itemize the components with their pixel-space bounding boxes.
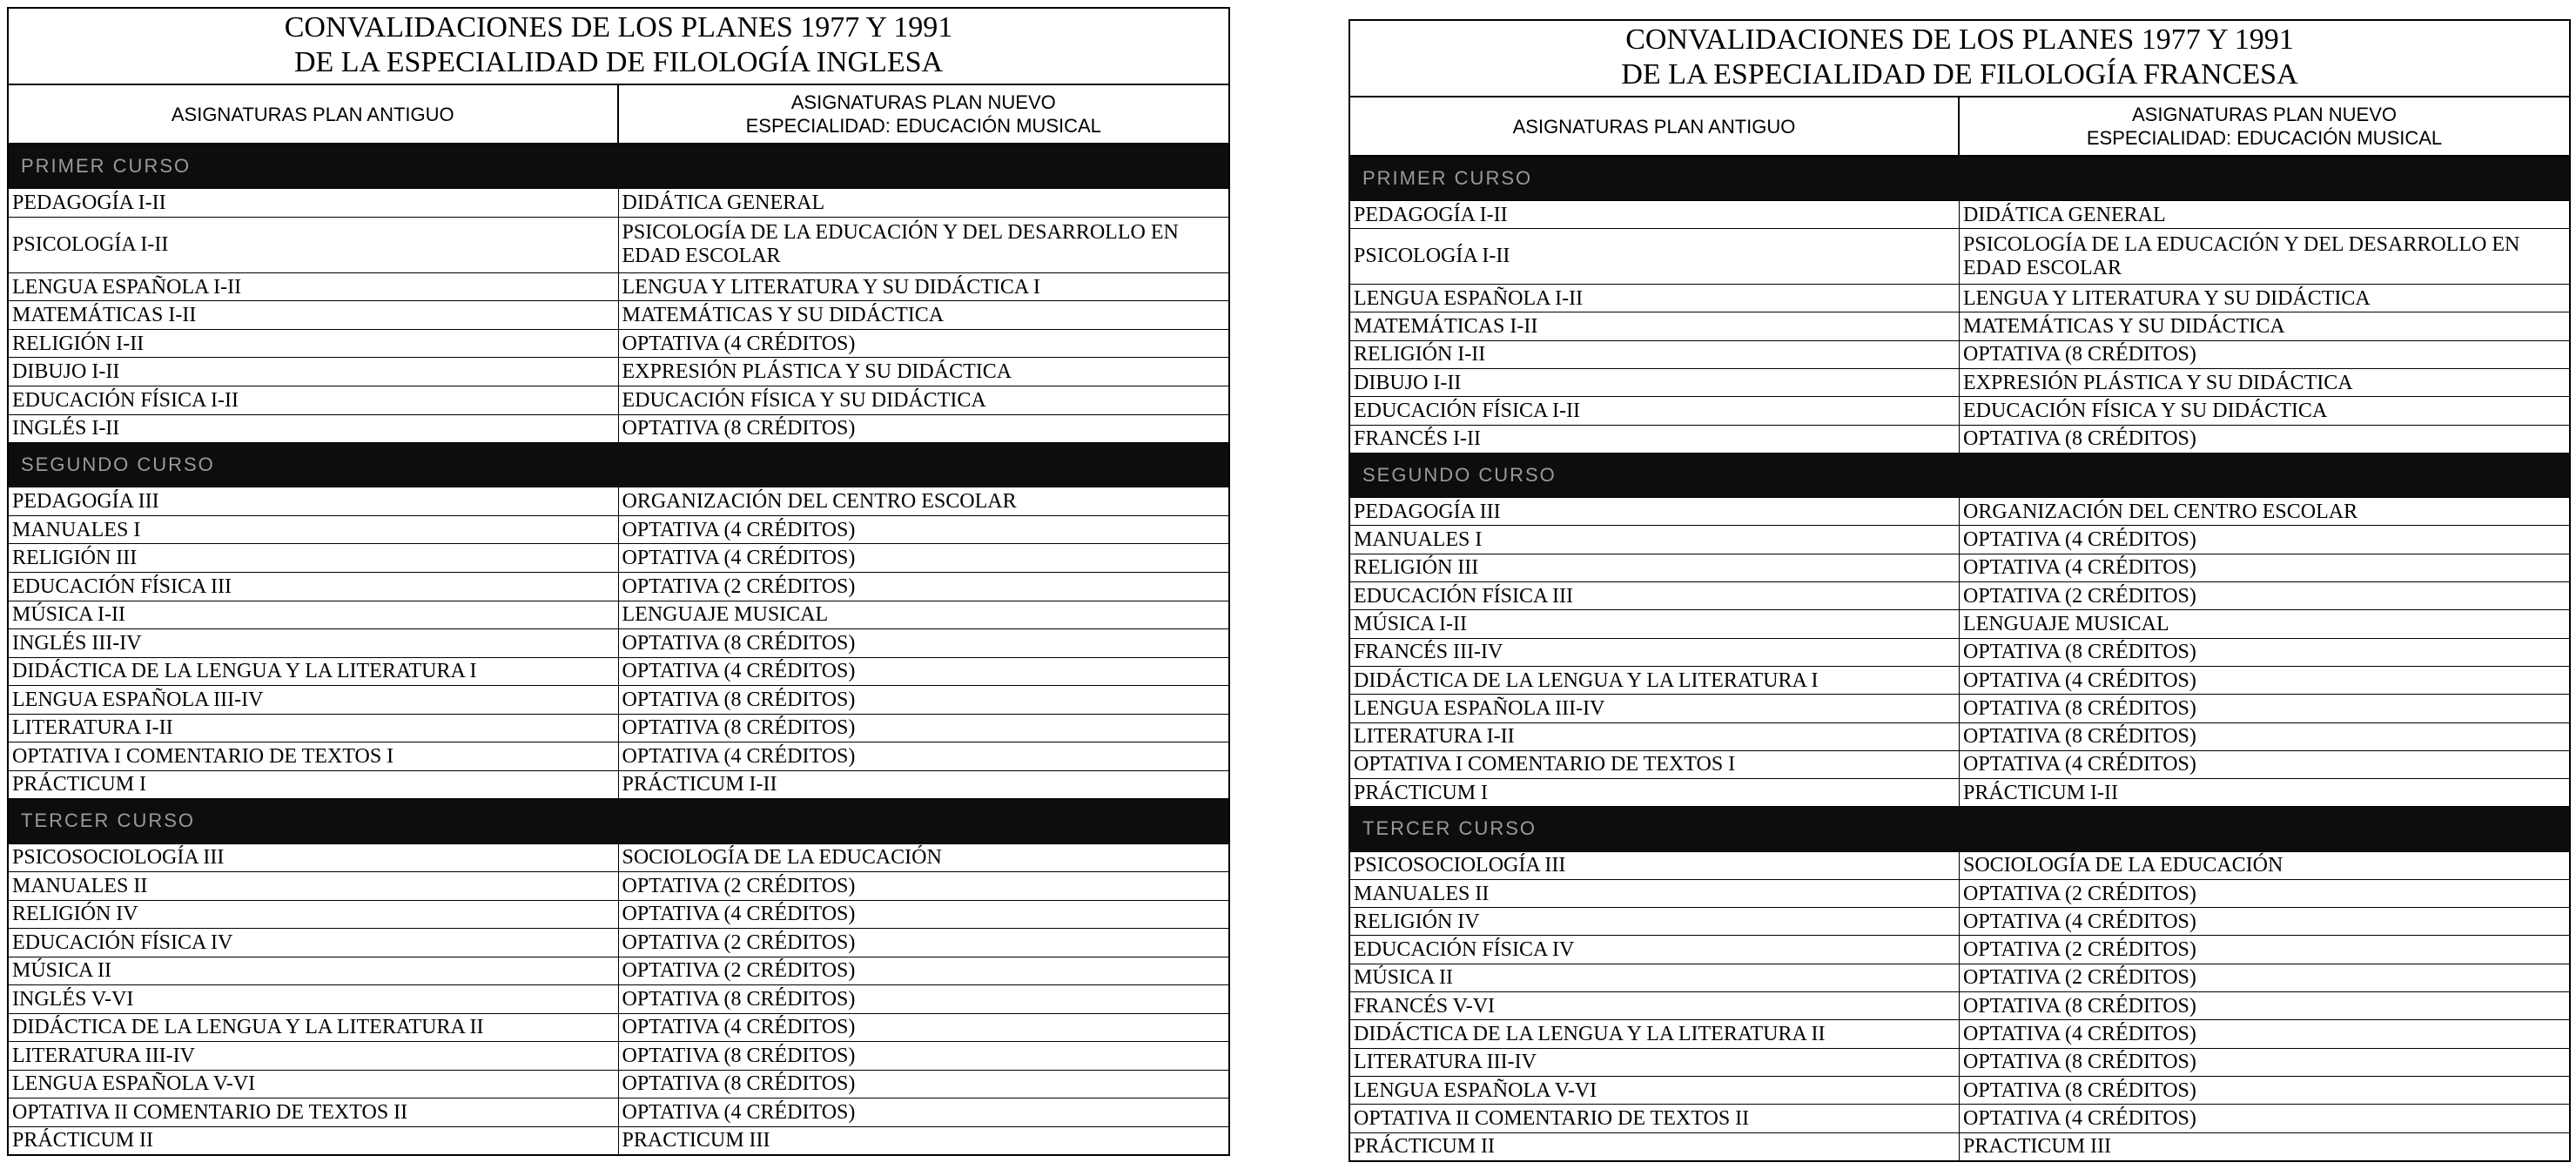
table-row xyxy=(1350,667,2569,695)
table-row xyxy=(9,1098,1228,1127)
table-body xyxy=(1350,157,2569,1160)
cell-new-subject: OPTATIVA (4 CRÉDITOS) xyxy=(1963,753,2196,776)
cell-new-subject: OPTATIVA (4 CRÉDITOS) xyxy=(622,547,856,570)
cell-new-subject: ORGANIZACIÓN DEL CENTRO ESCOLAR xyxy=(622,490,1017,514)
cell-old-subject: DIDÁCTICA DE LA LENGUA Y LA LITERATURA II xyxy=(1350,1020,1960,1047)
cell-new-subject: OPTATIVA (4 CRÉDITOS) xyxy=(1963,1023,2196,1046)
table-row xyxy=(9,872,1228,901)
cell-old-subject: PRÁCTICUM I xyxy=(1350,779,1960,806)
cell-new-subject: OPTATIVA (4 CRÉDITOS) xyxy=(1963,668,2196,692)
table-row xyxy=(1350,639,2569,667)
cell-new-subject: OPTATIVA (2 CRÉDITOS) xyxy=(622,959,856,983)
cell-new-subject: PRACTICUM III xyxy=(1963,1135,2112,1159)
cell-new-subject: OPTATIVA (8 CRÉDITOS) xyxy=(1963,696,2196,720)
header-new-plan-line-2: ESPECIALIDAD: EDUCACIÓN MUSICAL xyxy=(745,115,1101,137)
section-band: PRIMER CURSO xyxy=(1350,157,2569,201)
title-line-2: DE LA ESPECIALIDAD DE FILOLOGÍA INGLESA xyxy=(293,46,944,78)
table-filologia-francesa xyxy=(1349,19,2571,1162)
cell-new-subject: OPTATIVA (8 CRÉDITOS) xyxy=(1963,1051,2196,1074)
cell-old-subject: OPTATIVA I COMENTARIO DE TEXTOS I xyxy=(9,742,619,770)
table-row xyxy=(1350,723,2569,751)
cell-new-subject: OPTATIVA (8 CRÉDITOS) xyxy=(622,417,856,440)
cell-new-subject: OPTATIVA (8 CRÉDITOS) xyxy=(622,1072,856,1096)
table-title xyxy=(9,9,1228,85)
table-body xyxy=(9,144,1228,1154)
cell-old-subject: DIBUJO I-II xyxy=(1350,369,1960,396)
cell-new-subject: OPTATIVA (8 CRÉDITOS) xyxy=(1963,641,2196,664)
cell-old-subject: PSICOLOGÍA I-II xyxy=(1350,229,1960,284)
cell-old-subject: RELIGIÓN I-II xyxy=(1350,341,1960,368)
cell-old-subject: MANUALES II xyxy=(1350,880,1960,907)
table-row xyxy=(1350,936,2569,964)
table-row xyxy=(9,658,1228,687)
table-row xyxy=(1350,695,2569,722)
table-filologia-inglesa xyxy=(7,7,1230,1156)
header-old-plan: ASIGNATURAS PLAN ANTIGUO xyxy=(9,85,619,143)
cell-new-subject: OPTATIVA (4 CRÉDITOS) xyxy=(622,660,856,683)
cell-new-subject: OPTATIVA (4 CRÉDITOS) xyxy=(622,903,856,926)
cell-old-subject: OPTATIVA I COMENTARIO DE TEXTOS I xyxy=(1350,751,1960,778)
header-new-plan-line-2: ESPECIALIDAD: EDUCACIÓN MUSICAL xyxy=(2086,127,2443,149)
cell-old-subject: OPTATIVA II COMENTARIO DE TEXTOS II xyxy=(9,1098,619,1126)
table-row xyxy=(1350,880,2569,908)
table-row xyxy=(9,686,1228,715)
cell-new-subject: LENGUAJE MUSICAL xyxy=(622,603,829,627)
cell-old-subject: LENGUA ESPAÑOLA III-IV xyxy=(1350,695,1960,722)
cell-new-subject: PRÁCTICUM I-II xyxy=(622,773,777,796)
cell-old-subject: MANUALES I xyxy=(1350,526,1960,553)
cell-new-subject: OPTATIVA (8 CRÉDITOS) xyxy=(1963,427,2196,451)
table-row xyxy=(9,273,1228,302)
cell-new-subject: MATEMÁTICAS Y SU DIDÁCTICA xyxy=(1963,315,2285,338)
cell-new-subject: EDUCACIÓN FÍSICA Y SU DIDÁCTICA xyxy=(1963,399,2328,422)
cell-new-subject: OPTATIVA (8 CRÉDITOS) xyxy=(1963,725,2196,749)
cell-new-subject: OPTATIVA (2 CRÉDITOS) xyxy=(622,874,856,897)
cell-old-subject: MANUALES II xyxy=(9,872,619,900)
table-row xyxy=(1350,312,2569,340)
table-row xyxy=(1350,582,2569,610)
cell-old-subject: RELIGIÓN IV xyxy=(1350,908,1960,935)
table-row xyxy=(9,742,1228,771)
table-row xyxy=(9,358,1228,386)
cell-new-subject: OPTATIVA (2 CRÉDITOS) xyxy=(1963,938,2196,962)
cell-new-subject: PRÁCTICUM I-II xyxy=(1963,781,2118,804)
table-row xyxy=(9,189,1228,218)
table-row xyxy=(1350,341,2569,369)
header-new-plan-line-1: ASIGNATURAS PLAN NUEVO xyxy=(2132,104,2397,125)
cell-new-subject: SOCIOLOGÍA DE LA EDUCACIÓN xyxy=(622,846,942,870)
cell-new-subject: PSICOLOGÍA DE LA EDUCACIÓN Y DEL DESARROLLO EN EDAD ESCOLAR xyxy=(1963,232,2520,279)
cell-new-subject: SOCIOLOGÍA DE LA EDUCACIÓN xyxy=(1963,854,2283,877)
cell-old-subject: PEDAGOGÍA I-II xyxy=(9,189,619,217)
header-old-plan: ASIGNATURAS PLAN ANTIGUO xyxy=(1350,97,1960,155)
cell-new-subject: OPTATIVA (4 CRÉDITOS) xyxy=(622,518,856,541)
cell-new-subject: OPTATIVA (2 CRÉDITOS) xyxy=(622,574,856,598)
table-row xyxy=(9,218,1228,273)
cell-old-subject: EDUCACIÓN FÍSICA III xyxy=(1350,582,1960,609)
table-row xyxy=(9,301,1228,330)
cell-old-subject: DIDÁCTICA DE LA LENGUA Y LA LITERATURA II xyxy=(9,1014,619,1042)
cell-new-subject: PRACTICUM III xyxy=(622,1129,770,1152)
cell-new-subject: EXPRESIÓN PLÁSTICA Y SU DIDÁCTICA xyxy=(1963,371,2353,394)
cell-old-subject: PSICOSOCIOLOGÍA III xyxy=(1350,852,1960,879)
table-row xyxy=(1350,285,2569,312)
table-row xyxy=(9,386,1228,415)
column-headers xyxy=(9,85,1228,144)
cell-old-subject: LENGUA ESPAÑOLA V-VI xyxy=(1350,1077,1960,1104)
cell-old-subject: LENGUA ESPAÑOLA III-IV xyxy=(9,686,619,714)
cell-old-subject: EDUCACIÓN FÍSICA III xyxy=(9,573,619,601)
table-row xyxy=(1350,1020,2569,1048)
cell-old-subject: DIDÁCTICA DE LA LENGUA Y LA LITERATURA I xyxy=(1350,667,1960,694)
table-row xyxy=(1350,369,2569,397)
table-row xyxy=(9,573,1228,601)
table-row xyxy=(9,601,1228,630)
cell-old-subject: PSICOSOCIOLOGÍA III xyxy=(9,844,619,872)
cell-old-subject: MÚSICA I-II xyxy=(1350,610,1960,637)
cell-old-subject: LENGUA ESPAÑOLA V-VI xyxy=(9,1071,619,1098)
table-row xyxy=(9,844,1228,873)
table-row xyxy=(9,957,1228,986)
cell-old-subject: MANUALES I xyxy=(9,516,619,544)
cell-old-subject: MATEMÁTICAS I-II xyxy=(1350,312,1960,339)
table-row xyxy=(1350,964,2569,992)
section-band: SEGUNDO CURSO xyxy=(9,443,1228,487)
table-row xyxy=(1350,1105,2569,1132)
table-row xyxy=(1350,779,2569,807)
cell-old-subject: OPTATIVA II COMENTARIO DE TEXTOS II xyxy=(1350,1105,1960,1132)
cell-new-subject: OPTATIVA (2 CRÉDITOS) xyxy=(1963,966,2196,990)
section-band: TERCER CURSO xyxy=(1350,807,2569,851)
table-row xyxy=(9,415,1228,444)
table-row xyxy=(9,516,1228,545)
cell-new-subject: EXPRESIÓN PLÁSTICA Y SU DIDÁCTICA xyxy=(622,360,1012,384)
cell-old-subject: EDUCACIÓN FÍSICA I-II xyxy=(9,386,619,414)
table-row xyxy=(9,929,1228,957)
cell-new-subject: OPTATIVA (4 CRÉDITOS) xyxy=(622,744,856,768)
table-row xyxy=(9,629,1228,658)
cell-old-subject: INGLÉS III-IV xyxy=(9,629,619,657)
cell-old-subject: INGLÉS V-VI xyxy=(9,985,619,1013)
cell-new-subject: OPTATIVA (4 CRÉDITOS) xyxy=(1963,527,2196,551)
table-row xyxy=(1350,229,2569,285)
cell-old-subject: MATEMÁTICAS I-II xyxy=(9,301,619,329)
cell-new-subject: OPTATIVA (4 CRÉDITOS) xyxy=(622,1016,856,1039)
cell-new-subject: OPTATIVA (2 CRÉDITOS) xyxy=(1963,882,2196,905)
table-row xyxy=(1350,1049,2569,1077)
cell-old-subject: INGLÉS I-II xyxy=(9,415,619,443)
table-row xyxy=(9,330,1228,359)
cell-new-subject: LENGUA Y LITERATURA Y SU DIDÁCTICA I xyxy=(622,275,1040,299)
column-headers xyxy=(1350,97,2569,157)
table-row xyxy=(9,1014,1228,1043)
cell-old-subject: FRANCÉS III-IV xyxy=(1350,639,1960,666)
table-row xyxy=(9,544,1228,573)
cell-old-subject: LITERATURA III-IV xyxy=(1350,1049,1960,1076)
title-line-1: CONVALIDACIONES DE LOS PLANES 1977 Y 1991 xyxy=(1625,24,2294,56)
cell-new-subject: ORGANIZACIÓN DEL CENTRO ESCOLAR xyxy=(1963,500,2358,523)
cell-old-subject: LENGUA ESPAÑOLA I-II xyxy=(9,273,619,301)
cell-new-subject: OPTATIVA (8 CRÉDITOS) xyxy=(1963,1078,2196,1102)
table-row xyxy=(1350,908,2569,936)
cell-old-subject: MÚSICA II xyxy=(9,957,619,985)
section-band: TERCER CURSO xyxy=(9,799,1228,843)
table-row xyxy=(1350,397,2569,425)
table-row xyxy=(9,1071,1228,1099)
table-row xyxy=(9,1127,1228,1155)
table-row xyxy=(1350,852,2569,880)
cell-new-subject: DIDÁTICA GENERAL xyxy=(622,191,825,215)
cell-old-subject: LITERATURA I-II xyxy=(1350,723,1960,750)
cell-new-subject: LENGUAJE MUSICAL xyxy=(1963,612,2169,635)
cell-old-subject: PEDAGOGÍA III xyxy=(9,487,619,515)
table-row xyxy=(1350,992,2569,1020)
cell-new-subject: OPTATIVA (4 CRÉDITOS) xyxy=(622,1100,856,1124)
cell-old-subject: EDUCACIÓN FÍSICA IV xyxy=(1350,936,1960,963)
cell-old-subject: RELIGIÓN III xyxy=(1350,554,1960,581)
cell-old-subject: PSICOLOGÍA I-II xyxy=(9,218,619,272)
cell-new-subject: OPTATIVA (8 CRÉDITOS) xyxy=(622,1044,856,1067)
title-line-1: CONVALIDACIONES DE LOS PLANES 1977 Y 1991 xyxy=(284,11,953,44)
table-row xyxy=(1350,498,2569,526)
table-title xyxy=(1350,21,2569,97)
table-row xyxy=(1350,426,2569,453)
cell-new-subject: PSICOLOGÍA DE LA EDUCACIÓN Y DEL DESARROLLO EN EDAD ESCOLAR xyxy=(622,221,1179,268)
cell-new-subject: OPTATIVA (4 CRÉDITOS) xyxy=(1963,1107,2196,1130)
table-row xyxy=(9,985,1228,1014)
cell-old-subject: PRÁCTICUM I xyxy=(9,771,619,799)
table-row xyxy=(9,901,1228,930)
table-row xyxy=(9,771,1228,800)
cell-old-subject: DIBUJO I-II xyxy=(9,358,619,386)
cell-new-subject: OPTATIVA (2 CRÉDITOS) xyxy=(622,930,856,954)
table-row xyxy=(1350,751,2569,779)
header-new-plan xyxy=(1960,97,2569,155)
table-row xyxy=(1350,1133,2569,1160)
cell-old-subject: LITERATURA I-II xyxy=(9,715,619,742)
cell-old-subject: FRANCÉS V-VI xyxy=(1350,992,1960,1019)
cell-new-subject: EDUCACIÓN FÍSICA Y SU DIDÁCTICA xyxy=(622,388,986,412)
cell-new-subject: OPTATIVA (8 CRÉDITOS) xyxy=(622,631,856,655)
cell-new-subject: OPTATIVA (8 CRÉDITOS) xyxy=(622,716,856,740)
cell-old-subject: EDUCACIÓN FÍSICA IV xyxy=(9,929,619,957)
cell-old-subject: PRÁCTICUM II xyxy=(1350,1133,1960,1160)
section-band: PRIMER CURSO xyxy=(9,144,1228,189)
cell-old-subject: PEDAGOGÍA I-II xyxy=(1350,201,1960,228)
cell-old-subject: PRÁCTICUM II xyxy=(9,1127,619,1155)
section-band: SEGUNDO CURSO xyxy=(1350,453,2569,498)
cell-old-subject: EDUCACIÓN FÍSICA I-II xyxy=(1350,397,1960,424)
cell-new-subject: DIDÁTICA GENERAL xyxy=(1963,203,2166,226)
table-row xyxy=(1350,610,2569,638)
cell-new-subject: LENGUA Y LITERATURA Y SU DIDÁCTICA xyxy=(1963,286,2371,310)
cell-new-subject: OPTATIVA (4 CRÉDITOS) xyxy=(1963,910,2196,933)
cell-old-subject: RELIGIÓN IV xyxy=(9,901,619,929)
cell-old-subject: LITERATURA III-IV xyxy=(9,1042,619,1070)
cell-new-subject: OPTATIVA (4 CRÉDITOS) xyxy=(622,332,856,355)
table-row xyxy=(9,1042,1228,1071)
header-new-plan-line-1: ASIGNATURAS PLAN NUEVO xyxy=(790,91,1056,113)
cell-old-subject: LENGUA ESPAÑOLA I-II xyxy=(1350,285,1960,312)
table-row xyxy=(1350,554,2569,582)
table-row xyxy=(1350,201,2569,229)
cell-new-subject: OPTATIVA (8 CRÉDITOS) xyxy=(622,987,856,1011)
cell-new-subject: MATEMÁTICAS Y SU DIDÁCTICA xyxy=(622,304,945,327)
table-row xyxy=(9,715,1228,743)
table-row xyxy=(1350,526,2569,554)
cell-old-subject: RELIGIÓN III xyxy=(9,544,619,572)
cell-new-subject: OPTATIVA (2 CRÉDITOS) xyxy=(1963,584,2196,608)
cell-old-subject: RELIGIÓN I-II xyxy=(9,330,619,358)
header-new-plan xyxy=(619,85,1229,143)
table-row xyxy=(1350,1077,2569,1105)
cell-old-subject: FRANCÉS I-II xyxy=(1350,426,1960,453)
cell-old-subject: PEDAGOGÍA III xyxy=(1350,498,1960,525)
cell-old-subject: MÚSICA II xyxy=(1350,964,1960,991)
cell-new-subject: OPTATIVA (8 CRÉDITOS) xyxy=(1963,343,2196,366)
cell-new-subject: OPTATIVA (8 CRÉDITOS) xyxy=(1963,994,2196,1018)
table-row xyxy=(9,487,1228,516)
cell-old-subject: MÚSICA I-II xyxy=(9,601,619,629)
cell-new-subject: OPTATIVA (4 CRÉDITOS) xyxy=(1963,556,2196,580)
title-line-2: DE LA ESPECIALIDAD DE FILOLOGÍA FRANCESA xyxy=(1621,58,2298,91)
cell-new-subject: OPTATIVA (8 CRÉDITOS) xyxy=(622,688,856,711)
cell-old-subject: DIDÁCTICA DE LA LENGUA Y LA LITERATURA I xyxy=(9,658,619,686)
